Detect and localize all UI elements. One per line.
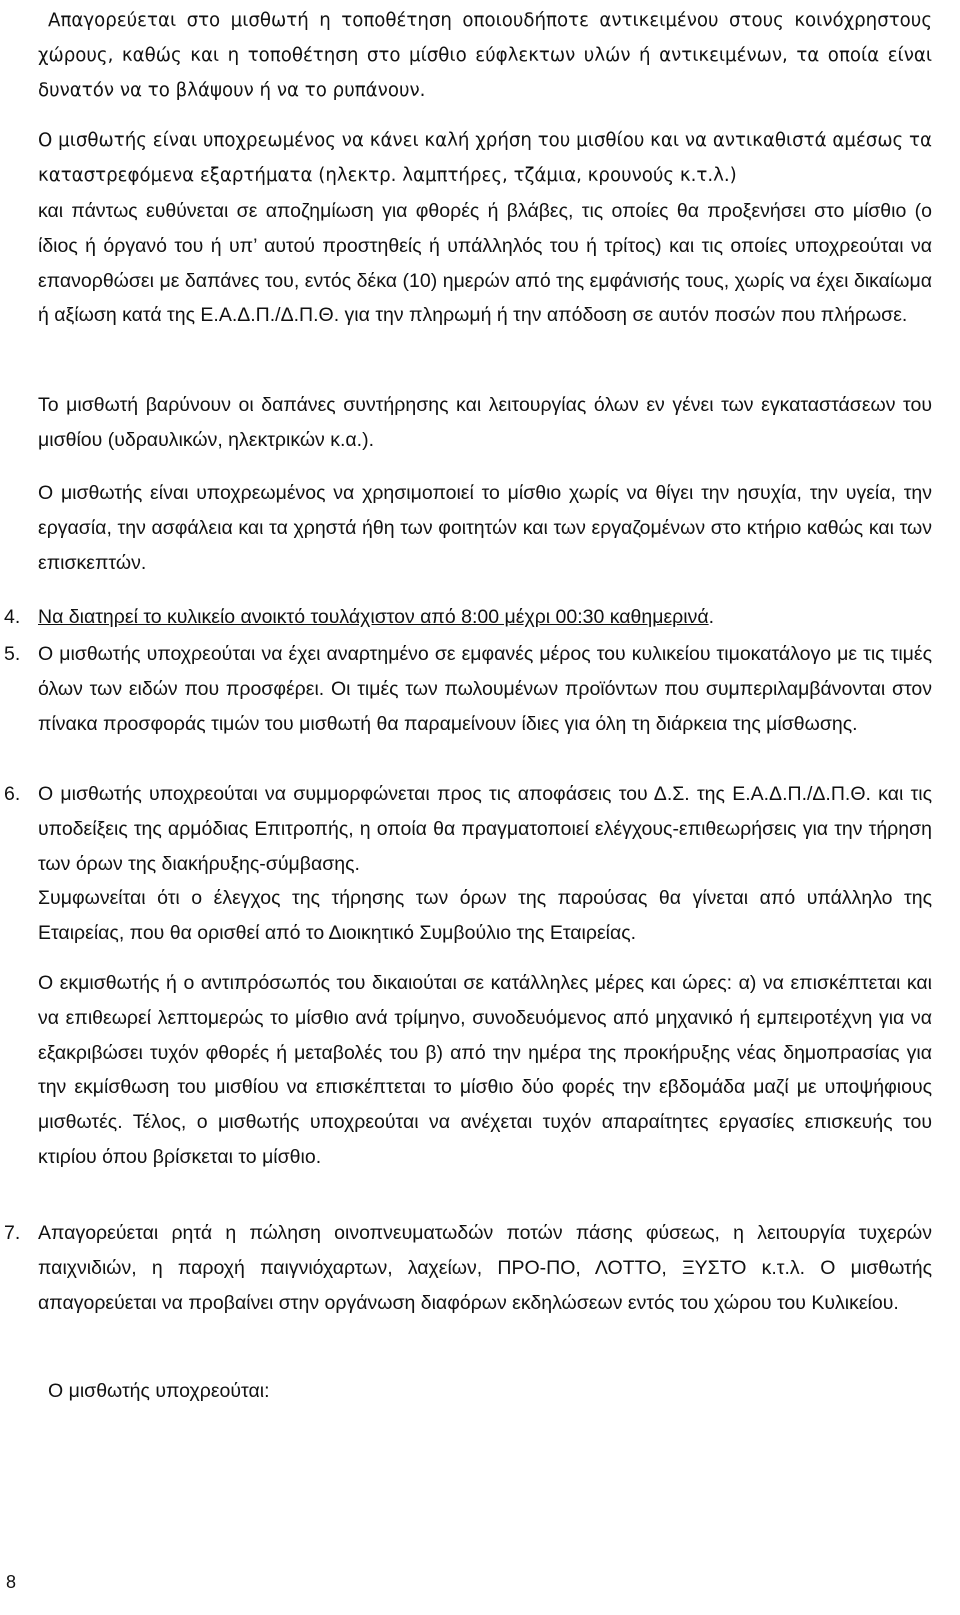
- list-number: 4.: [4, 606, 21, 628]
- paragraph-use-without-disturbance: Ο μισθωτής είναι υποχρεωμένος να χρησιμοποιεί το μίσθιο χωρίς να θίγει την ησυχία, την υγεία, την εργασία, την ασφάλεια και τα χρηστά ήθη των φοιτητών και των εργαζομένων στο κτήριο καθώς και των επισκεπτών.: [38, 482, 932, 574]
- paragraph-obligations-intro: Ο μισθωτής υποχρεούται:: [48, 1380, 270, 1402]
- list-item-body: Απαγορεύεται ρητά η πώληση οινοπνευματωδών ποτών πάσης φύσεως, η λειτουργία τυχερών παιχνιδιών, η παροχή παιγνιόχαρτων, λαχείων, ΠΡΟ-ΠΟ, ΛΟΤΤΟ, ΞΥΣΤΟ κ.τ.λ. Ο μισθωτής απαγορεύεται να προβαίνει στην οργάνωση διαφόρων εκδηλώσεων εντός του χώρου του Κυλικείου.: [38, 1222, 932, 1314]
- list-item-4: [0, 600, 932, 635]
- list-item-body: Ο μισθωτής υποχρεούται να συμμορφώνεται προς τις αποφάσεις του Δ.Σ. της Ε.Α.Δ.Π./Δ.Π.Θ. και τις υποδείξεις της αρμόδιας Επιτροπής, η οποία θα πραγματοποιεί ελέγχους-επιθεωρήσεις για την τήρηση των όρων της διακήρυξης-σύμβασης.: [38, 783, 932, 875]
- list-number: 5.: [4, 643, 21, 665]
- period: .: [708, 606, 715, 628]
- paragraph-liability: και πάντως ευθύνεται σε αποζημίωση για φθορές ή βλάβες, τις οποίες θα προξενήσει στο μίσθιο (ο ίδιος ή όργανό του ή υπ’ αυτού προστηθείς ή υπάλληλός του ή τρίτος) και τις οποίες υποχρεούται να επανορθώσει με δαπάνες του, εντός δέκα (10) ημερών από της εμφάνισής τους, χωρίς να έχει δικαίωμα ή αξίωση κατά της Ε.Α.Δ.Π./Δ.Π.Θ. για την πληρωμή ή την απόδοση σε αυτόν ποσών που πλήρωσε.: [38, 200, 932, 327]
- list-item-body: [38, 600, 932, 635]
- opening-hours-text: Να διατηρεί το κυλικείο ανοικτό τουλάχιστον από 8:00 μέχρι 00:30 καθημερινά: [38, 606, 709, 628]
- paragraph-proper-use: Ο μισθωτής είναι υποχρεωμένος να κάνει καλή χρήση του μισθίου και να αντικαθιστά αμέσως τα καταστρεφόμενα εξαρτήματα (ηλεκτρ. λαμπτήρες, τζάμια, κρουνούς κ.τ.λ.): [38, 130, 932, 186]
- list-number: 7.: [4, 1222, 21, 1244]
- paragraph-maintenance-costs: Το μισθωτή βαρύνουν οι δαπάνες συντήρησης και λειτουργίας όλων εν γένει των εγκαταστάσεων του μισθίου (υδραυλικών, ηλεκτρικών κ.α.).: [38, 394, 932, 451]
- list-number: 6.: [4, 783, 21, 805]
- list-item-5: [0, 637, 932, 741]
- paragraph-compliance-check: Συμφωνείται ότι ο έλεγχος της τήρησης των όρων της παρούσας θα γίνεται από υπάλληλο της Εταιρείας, που θα ορισθεί από το Διοικητικό Συμβούλιο της Εταιρείας.: [38, 887, 932, 944]
- list-item-6: [0, 777, 932, 881]
- page-number: 8: [6, 1572, 17, 1592]
- paragraph-prohibition-objects: Απαγορεύεται στο μισθωτή η τοποθέτηση οποιουδήποτε αντικειμένου στους κοινόχρηστους χώρους, καθώς και η τοποθέτηση στο μίσθιο εύφλεκτων υλών ή αντικειμένων, τα οποία είναι δυνατόν να το βλάψουν ή να το ρυπάνουν.: [38, 10, 932, 101]
- list-item-7: [0, 1216, 932, 1320]
- paragraph-lessor-rights: Ο εκμισθωτής ή ο αντιπρόσωπός του δικαιούται σε κατάλληλες μέρες και ώρες: α) να επισκέπτεται και να επιθεωρεί λεπτομερώς το μίσθιο ανά τρίμηνο, συνοδευόμενος από μηχανικό ή εμπειροτέχνη για να εξακριβώσει τυχόν φθορές ή μεταβολές του β) από την ημέρα της προκήρυξης νέας δημοπρασίας για την εκμίσθωση του μισθίου να επισκέπτεται το μίσθιο δύο φορές την εβδομάδα μαζί με υποψήφιους μισθωτές. Τέλος, ο μισθωτής υποχρεούται να ανέχεται τυχόν απαραίτητες εργασίες επισκευής του κτιρίου όπου βρίσκεται το μίσθιο.: [38, 972, 932, 1168]
- list-item-body: Ο μισθωτής υποχρεούται να έχει αναρτημένο σε εμφανές μέρος του κυλικείου τιμοκατάλογο με τις τιμές όλων των ειδών που προσφέρει. Οι τιμές των πωλουμένων προϊόντων που συμπεριλαμβάνονται στον πίνακα προσφοράς τιμών του μισθωτή θα παραμείνουν ίδιες για όλη τη διάρκεια της μίσθωσης.: [38, 643, 932, 735]
